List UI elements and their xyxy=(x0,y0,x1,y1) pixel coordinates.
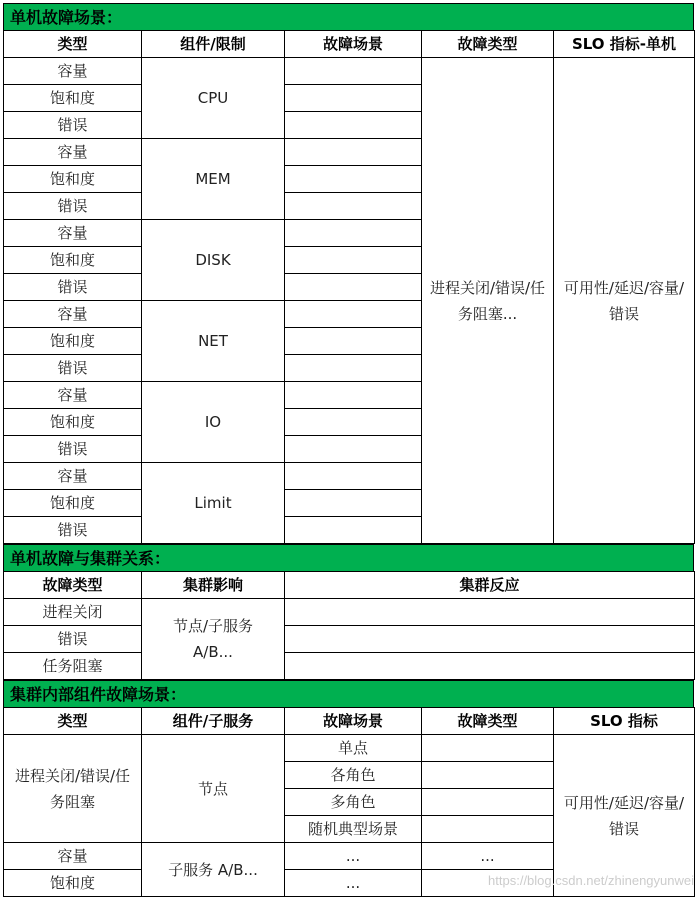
component-cell: DISK xyxy=(142,220,285,301)
type-cell: 容量 xyxy=(4,463,142,490)
component-cell: 子服务 A/B... xyxy=(142,843,285,897)
type-cell: 错误 xyxy=(4,517,142,544)
type-cell: 容量 xyxy=(4,139,142,166)
scenario-cell xyxy=(285,166,422,193)
header-cell: 组件/子服务 xyxy=(142,708,285,735)
component-cell: Limit xyxy=(142,463,285,544)
scenario-cell: ... xyxy=(285,870,422,897)
type-cell: 错误 xyxy=(4,193,142,220)
scenario-cell xyxy=(285,436,422,463)
header-cell: 组件/限制 xyxy=(142,31,285,58)
scenario-cell xyxy=(285,58,422,85)
fault-type-cell: 错误 xyxy=(4,626,142,653)
header-cell: SLO 指标 xyxy=(554,708,695,735)
scenario-cell: 单点 xyxy=(285,735,422,762)
table-row xyxy=(4,735,695,762)
header-cell: 集群影响 xyxy=(142,572,285,599)
fault-type-cell: 任务阻塞 xyxy=(4,653,142,680)
cluster-components-table xyxy=(3,707,695,897)
type-cell: 错误 xyxy=(4,355,142,382)
scenario-cell: 随机典型场景 xyxy=(285,816,422,843)
type-cell: 错误 xyxy=(4,274,142,301)
type-cell: 容量 xyxy=(4,382,142,409)
scenario-cell xyxy=(285,274,422,301)
type-cell: 容量 xyxy=(4,58,142,85)
table-header-row xyxy=(4,708,695,735)
scenario-cell xyxy=(285,355,422,382)
header-cell: 故障场景 xyxy=(285,31,422,58)
type-cell: 饱和度 xyxy=(4,247,142,274)
scenario-cell xyxy=(285,193,422,220)
type-cell: 容量 xyxy=(4,843,142,870)
scenario-cell xyxy=(285,301,422,328)
component-cell: MEM xyxy=(142,139,285,220)
scenario-cell xyxy=(285,139,422,166)
scenario-cell xyxy=(285,247,422,274)
cluster-impact-cell: 节点/子服务 A/B... xyxy=(142,599,285,680)
type-cell: 错误 xyxy=(4,436,142,463)
scenario-cell xyxy=(285,328,422,355)
scenario-cell xyxy=(285,409,422,436)
table-header-row xyxy=(4,31,695,58)
scenario-cell: ... xyxy=(285,843,422,870)
type-cell: 饱和度 xyxy=(4,870,142,897)
type-cell: 饱和度 xyxy=(4,328,142,355)
fault-type-cell: ... xyxy=(422,843,554,870)
section-title-cluster-relation: 单机故障与集群关系： xyxy=(3,544,694,571)
scenario-cell: 多角色 xyxy=(285,789,422,816)
scenario-cell xyxy=(285,382,422,409)
slo-cell: 可用性/延迟/容量/错误 xyxy=(554,735,695,897)
component-cell: 节点 xyxy=(142,735,285,843)
slo-cell: 可用性/延迟/容量/错误 xyxy=(554,58,695,544)
type-cell: 错误 xyxy=(4,112,142,139)
fault-type-cell xyxy=(422,789,554,816)
scenario-cell xyxy=(285,85,422,112)
cluster-reaction-cell xyxy=(285,626,695,653)
scenario-cell xyxy=(285,517,422,544)
scenario-cell: 各角色 xyxy=(285,762,422,789)
header-cell: 类型 xyxy=(4,31,142,58)
component-cell: CPU xyxy=(142,58,285,139)
single-node-table xyxy=(3,30,695,544)
cluster-reaction-cell xyxy=(285,599,695,626)
fault-type-cell xyxy=(422,816,554,843)
table-row xyxy=(4,58,695,85)
scenario-cell xyxy=(285,490,422,517)
header-cell: 故障类型 xyxy=(422,31,554,58)
header-cell: 故障场景 xyxy=(285,708,422,735)
type-cell: 饱和度 xyxy=(4,166,142,193)
type-cell: 容量 xyxy=(4,220,142,247)
section-title-single-node: 单机故障场景： xyxy=(3,3,694,30)
header-cell: 集群反应 xyxy=(285,572,695,599)
scenario-cell xyxy=(285,220,422,247)
watermark: https://blog.csdn.net/zhinengyunwei xyxy=(488,873,694,888)
cluster-reaction-cell xyxy=(285,653,695,680)
cluster-relation-table xyxy=(3,571,695,680)
type-cell: 饱和度 xyxy=(4,490,142,517)
component-cell: IO xyxy=(142,382,285,463)
header-cell: 故障类型 xyxy=(422,708,554,735)
fault-type-cell: 进程关闭/错误/任务阻塞... xyxy=(422,58,554,544)
header-cell: 类型 xyxy=(4,708,142,735)
type-cell: 饱和度 xyxy=(4,409,142,436)
table-row xyxy=(4,653,695,680)
section-title-cluster-components: 集群内部组件故障场景： xyxy=(3,680,694,707)
type-cell: 进程关闭/错误/任务阻塞 xyxy=(4,735,142,843)
table-row xyxy=(4,626,695,653)
fault-type-cell xyxy=(422,762,554,789)
component-cell: NET xyxy=(142,301,285,382)
scenario-cell xyxy=(285,112,422,139)
fault-type-cell xyxy=(422,735,554,762)
table-header-row xyxy=(4,572,695,599)
scenario-cell xyxy=(285,463,422,490)
fault-type-cell: 进程关闭 xyxy=(4,599,142,626)
header-cell: 故障类型 xyxy=(4,572,142,599)
type-cell: 容量 xyxy=(4,301,142,328)
header-cell: SLO 指标-单机 xyxy=(554,31,695,58)
type-cell: 饱和度 xyxy=(4,85,142,112)
table-row xyxy=(4,599,695,626)
